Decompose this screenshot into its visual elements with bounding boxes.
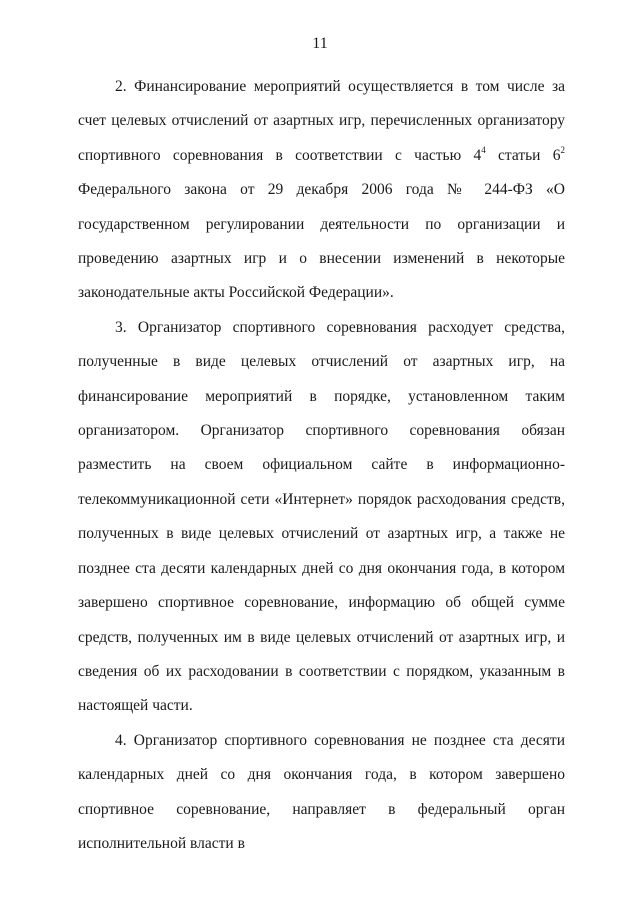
document-body bbox=[78, 70, 565, 861]
paragraph-2-text-b: статьи 6 bbox=[485, 146, 561, 164]
paragraph-2-text-a: 2. Финансирование мероприятий осуществляется в том числе за счет целевых отчислений от азартных игр, перечисленных организатору спортивного соревнования в соответствии с частью 4 bbox=[78, 78, 565, 164]
paragraph-2-text-c: Федерального закона от 29 декабря 2006 года № 244-ФЗ «О государственном регулировании деятельности по организации и проведению азартных игр и о внесении изменений в некоторые законодательные акты Российской Федерации». bbox=[78, 181, 565, 302]
paragraph-2 bbox=[78, 70, 565, 311]
paragraph-3: 3. Организатор спортивного соревнования расходует средства, полученные в виде целевых отчислений от азартных игр, на финансирование мероприятий в порядке, установленном таким организатором. Организатор спортивного соревнования обязан разместить на своем официальном сайте в информационно-телекоммуникационной сети «Интернет» порядок расходования средств, полученных в виде целевых отчислений от азартных игр, а также не позднее ста десяти календарных дней со дня окончания года, в котором завершено спортивное соревнование, информацию об общей сумме средств, полученных им в виде целевых отчислений от азартных игр, и сведения об их расходовании в соответствии с порядком, указанным в настоящей части. bbox=[78, 318, 565, 715]
superscript-article: 2 bbox=[560, 144, 565, 155]
superscript-part: 4 bbox=[481, 144, 486, 155]
page-number: 11 bbox=[312, 35, 328, 52]
paragraph-4: 4. Организатор спортивного соревнования не позднее ста десяти календарных дней со дня окончания года, в котором завершено спортивное соревнование, направляет в федеральный орган исполнительной власти в bbox=[78, 731, 565, 852]
